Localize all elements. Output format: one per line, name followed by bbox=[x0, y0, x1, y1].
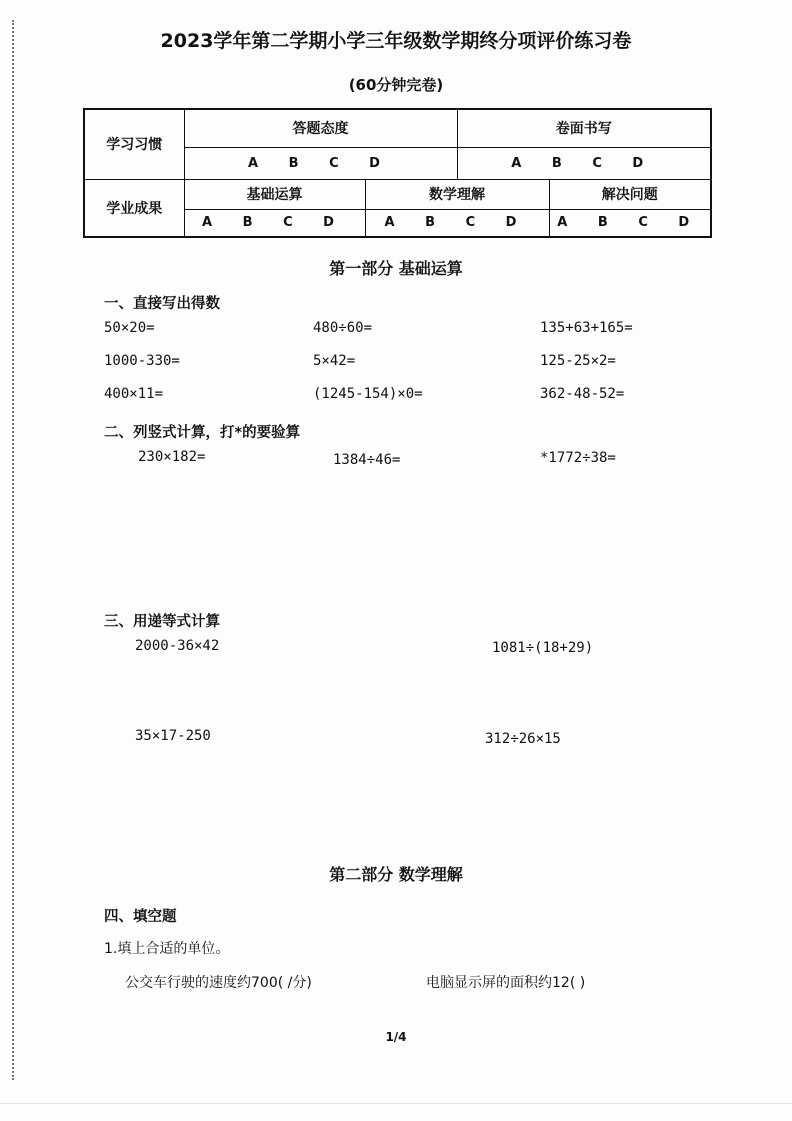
q1-item: 50×20= bbox=[104, 320, 155, 336]
q4-heading: 四、填空题 bbox=[104, 909, 177, 925]
q1-item: 5×42= bbox=[313, 353, 356, 369]
q1-item: 125-25×2= bbox=[540, 353, 616, 369]
understanding-grades[interactable]: A B C D bbox=[365, 209, 549, 237]
q4-1-blank-a[interactable]: 公交车行驶的速度约700( /分) bbox=[125, 975, 312, 991]
q2-item: 230×182= bbox=[138, 449, 206, 465]
q3-item: 312÷26×15 bbox=[485, 731, 561, 747]
q1-item: 362-48-52= bbox=[540, 386, 625, 402]
q1-item: 400×11= bbox=[104, 386, 164, 402]
q2-item: 1384÷46= bbox=[333, 452, 401, 468]
exam-subtitle: (60分钟完卷) bbox=[348, 76, 444, 94]
writing-label: 卷面书写 bbox=[457, 109, 711, 147]
attitude-grades[interactable]: A B C D bbox=[184, 147, 457, 179]
q2-item: *1772÷38= bbox=[540, 450, 616, 466]
q3-heading: 三、用递等式计算 bbox=[104, 614, 220, 630]
q1-item: 1000-330= bbox=[104, 353, 180, 369]
q1-heading: 一、直接写出得数 bbox=[104, 296, 220, 312]
attitude-label: 答题态度 bbox=[184, 109, 457, 147]
q3-item: 2000-36×42 bbox=[135, 638, 220, 654]
binding-line bbox=[12, 20, 14, 1080]
results-label: 学业成果 bbox=[84, 179, 184, 237]
problem-grades[interactable]: A B C D bbox=[549, 209, 711, 237]
page-bottom-divider bbox=[0, 1103, 792, 1104]
exam-title: 2023学年第二学期小学三年级数学期终分项评价练习卷 bbox=[160, 30, 632, 52]
page-number: 1/4 bbox=[385, 1030, 407, 1044]
q4-1-blank-b[interactable]: 电脑显示屏的面积约12( ) bbox=[426, 975, 586, 991]
q1-item: 480÷60= bbox=[313, 320, 373, 336]
q3-item: 35×17-250 bbox=[135, 728, 211, 744]
problem-label: 解决问题 bbox=[549, 179, 711, 209]
part1-title: 第一部分 基础运算 bbox=[329, 259, 463, 278]
q4-1-label: 1.填上合适的单位。 bbox=[104, 941, 230, 957]
basic-label: 基础运算 bbox=[184, 179, 365, 209]
part2-title: 第二部分 数学理解 bbox=[329, 865, 463, 884]
evaluation-table bbox=[83, 108, 712, 238]
q1-item: (1245-154)×0= bbox=[313, 386, 423, 402]
q2-heading: 二、列竖式计算，打*的要验算 bbox=[104, 425, 301, 441]
q3-item: 1081÷(18+29) bbox=[492, 640, 594, 656]
writing-grades[interactable]: A B C D bbox=[457, 147, 711, 179]
habits-label: 学习习惯 bbox=[84, 109, 184, 179]
understanding-label: 数学理解 bbox=[365, 179, 549, 209]
q1-item: 135+63+165= bbox=[540, 320, 633, 336]
basic-grades[interactable]: A B C D bbox=[184, 209, 365, 237]
